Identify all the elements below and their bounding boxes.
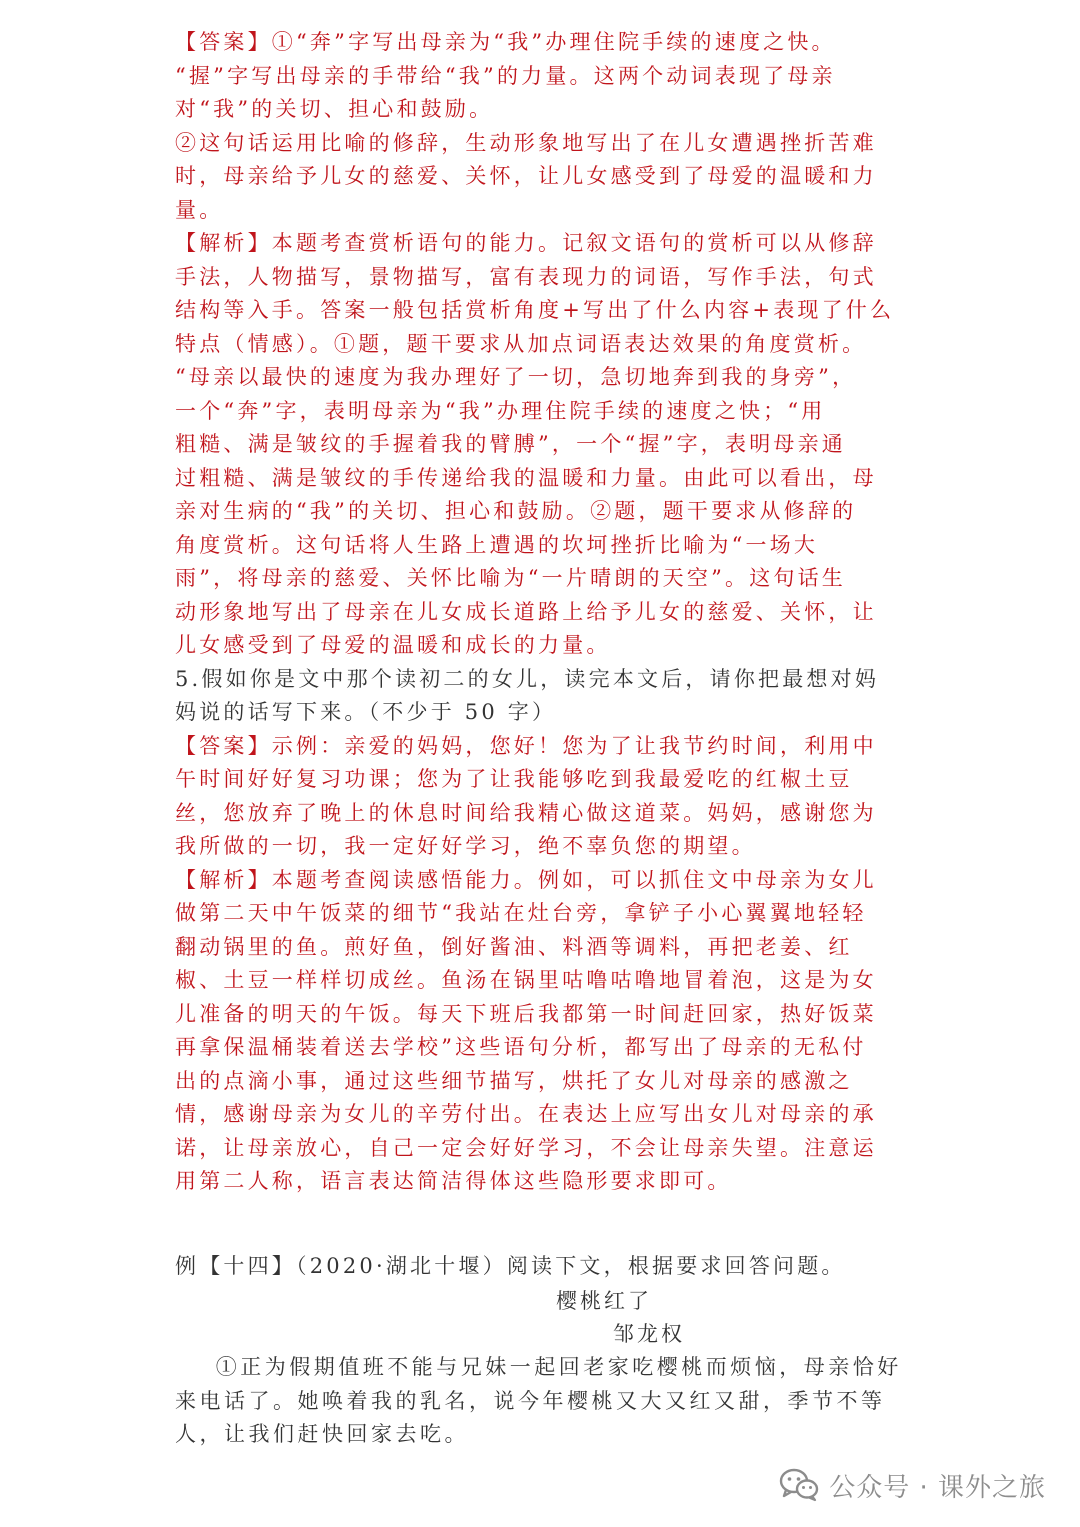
article-body [175, 1351, 905, 1452]
analysis-5-line: 再拿保温桶装着送去学校”这些语句分析，都写出了母亲的无私付 [175, 1035, 867, 1059]
analysis-line: 动形象地写出了母亲在儿女成长道路上给予儿女的慈爱、关怀，让 [175, 599, 877, 624]
analysis-line: 亲对生病的“我”的关切、担心和鼓励。②题，题干要求从修辞的 [175, 499, 857, 523]
answer-line: 对“我”的关切、担心和鼓励。 [175, 97, 494, 121]
analysis-line: 手法，人物描写，景物描写，富有表现力的词语，写作手法，句式 [175, 264, 877, 289]
answer-line: “握”字写出母亲的手带给“我”的力量。这两个动词表现了母亲 [175, 63, 836, 88]
answer-line: ②这句话运用比喻的修辞，生动形象地写出了在儿女遭遇挫折苦难 [175, 130, 877, 155]
answer-line: 时，母亲给予儿女的慈爱、关怀，让儿女感受到了母爱的温暖和力 [175, 164, 877, 188]
analysis-line: 雨”，将母亲的慈爱、关怀比喻为“一片晴朗的天空”。这句话生 [175, 566, 847, 590]
analysis-5-line: 儿准备的明天的午饭。每天下班后我都第一时间赶回家，热好饭菜 [175, 1001, 877, 1026]
analysis-line: 一个“奔”字，表明母亲为“我”办理住院手续的速度之快；“用 [175, 398, 826, 423]
answer-line: 量。 [175, 197, 224, 222]
answer-5-line: 丝，您放弃了晚上的休息时间给我精心做这道菜。妈妈，感谢您为 [175, 800, 877, 825]
analysis-line: 粗糙、满是皱纹的手握着我的臂膊”，一个“握”字，表明母亲通 [175, 432, 847, 456]
answer-5-line: 午时间好好复习功课；您为了让我能够吃到我最爱吃的红椒土豆 [175, 767, 853, 791]
analysis-line: 角度赏析。这句话将人生路上遭遇的坎坷挫折比喻为“一场大 [175, 532, 819, 557]
article-paragraph-line: 人，让我们赶快回家去吃。 [175, 1422, 469, 1446]
analysis-5-line: 出的点滴小事，通过这些细节描写，烘托了女儿对母亲的感激之 [175, 1068, 853, 1093]
analysis-line: 【解析】本题考查赏析语句的能力。记叙文语句的赏析可以从修辞 [175, 231, 877, 255]
analysis-line: “母亲以最快的速度为我办理好了一切，急切地奔到我的身旁”， [175, 365, 857, 389]
article-title: 樱桃红了 [556, 1289, 652, 1313]
analysis-5-line: 用第二人称，语言表达简洁得体这些隐形要求即可。 [175, 1169, 732, 1193]
analysis-line: 特点（情感）。①题，题干要求从加点词语表达效果的角度赏析。 [175, 331, 867, 356]
answer-line: 【答案】①“奔”字写出母亲为“我”办理住院手续的速度之快。 [175, 30, 836, 54]
watermark [779, 1465, 1046, 1505]
answer-5-line: 【答案】示例：亲爱的妈妈，您好！您为了让我节约时间，利用中 [175, 733, 877, 758]
wechat-icon [779, 1468, 819, 1502]
article-paragraph-line: ①正为假期值班不能与兄妹一起回老家吃樱桃而烦恼，母亲恰好 [175, 1355, 902, 1379]
analysis-5-line: 翻动锅里的鱼。煎好鱼，倒好酱油、料酒等调料，再把老姜、红 [175, 934, 853, 959]
article-paragraph-line: 来电话了。她唤着我的乳名，说今年樱桃又大又红又甜，季节不等 [175, 1388, 886, 1413]
watermark-text: 公众号 · 课外之旅 [829, 1472, 1046, 1503]
analysis-5-line: 诺，让母亲放心，自己一定会好好学习，不会让母亲失望。注意运 [175, 1135, 877, 1160]
analysis-line: 儿女感受到了母爱的温暖和成长的力量。 [175, 633, 611, 657]
answer-5-line: 我所做的一切，我一定好好学习，绝不辜负您的期望。 [175, 834, 756, 858]
analysis-line: 过粗糙、满是皱纹的手传递给我的温暖和力量。由此可以看出，母 [175, 465, 877, 490]
analysis-line: 结构等入手。答案一般包括赏析角度+写出了什么内容+表现了什么 [175, 298, 895, 322]
example-intro [175, 1250, 890, 1284]
example-heading: 例【十四】（2020·湖北十堰）阅读下文，根据要求回答问题。 [175, 1254, 846, 1278]
analysis-5-line: 【解析】本题考查阅读感悟能力。例如，可以抓住文中母亲为女儿 [175, 867, 877, 892]
question-5-line: 妈说的话写下来。（不少于 50 字） [175, 700, 557, 724]
question-5-line: 5.假如你是文中那个读初二的女儿，读完本文后，请你把最想对妈 [175, 666, 880, 691]
analysis-5-line: 情，感谢母亲为女儿的辛劳付出。在表达上应写出女儿对母亲的承 [175, 1102, 877, 1126]
answer-section [175, 26, 895, 1199]
article-author: 邹龙权 [613, 1322, 685, 1346]
analysis-5-line: 做第二天中午饭菜的细节“我站在灶台旁，拿铲子小心翼翼地轻轻 [175, 901, 867, 925]
analysis-5-line: 椒、土豆一样样切成丝。鱼汤在锅里咕噜咕噜地冒着泡，这是为女 [175, 968, 877, 992]
